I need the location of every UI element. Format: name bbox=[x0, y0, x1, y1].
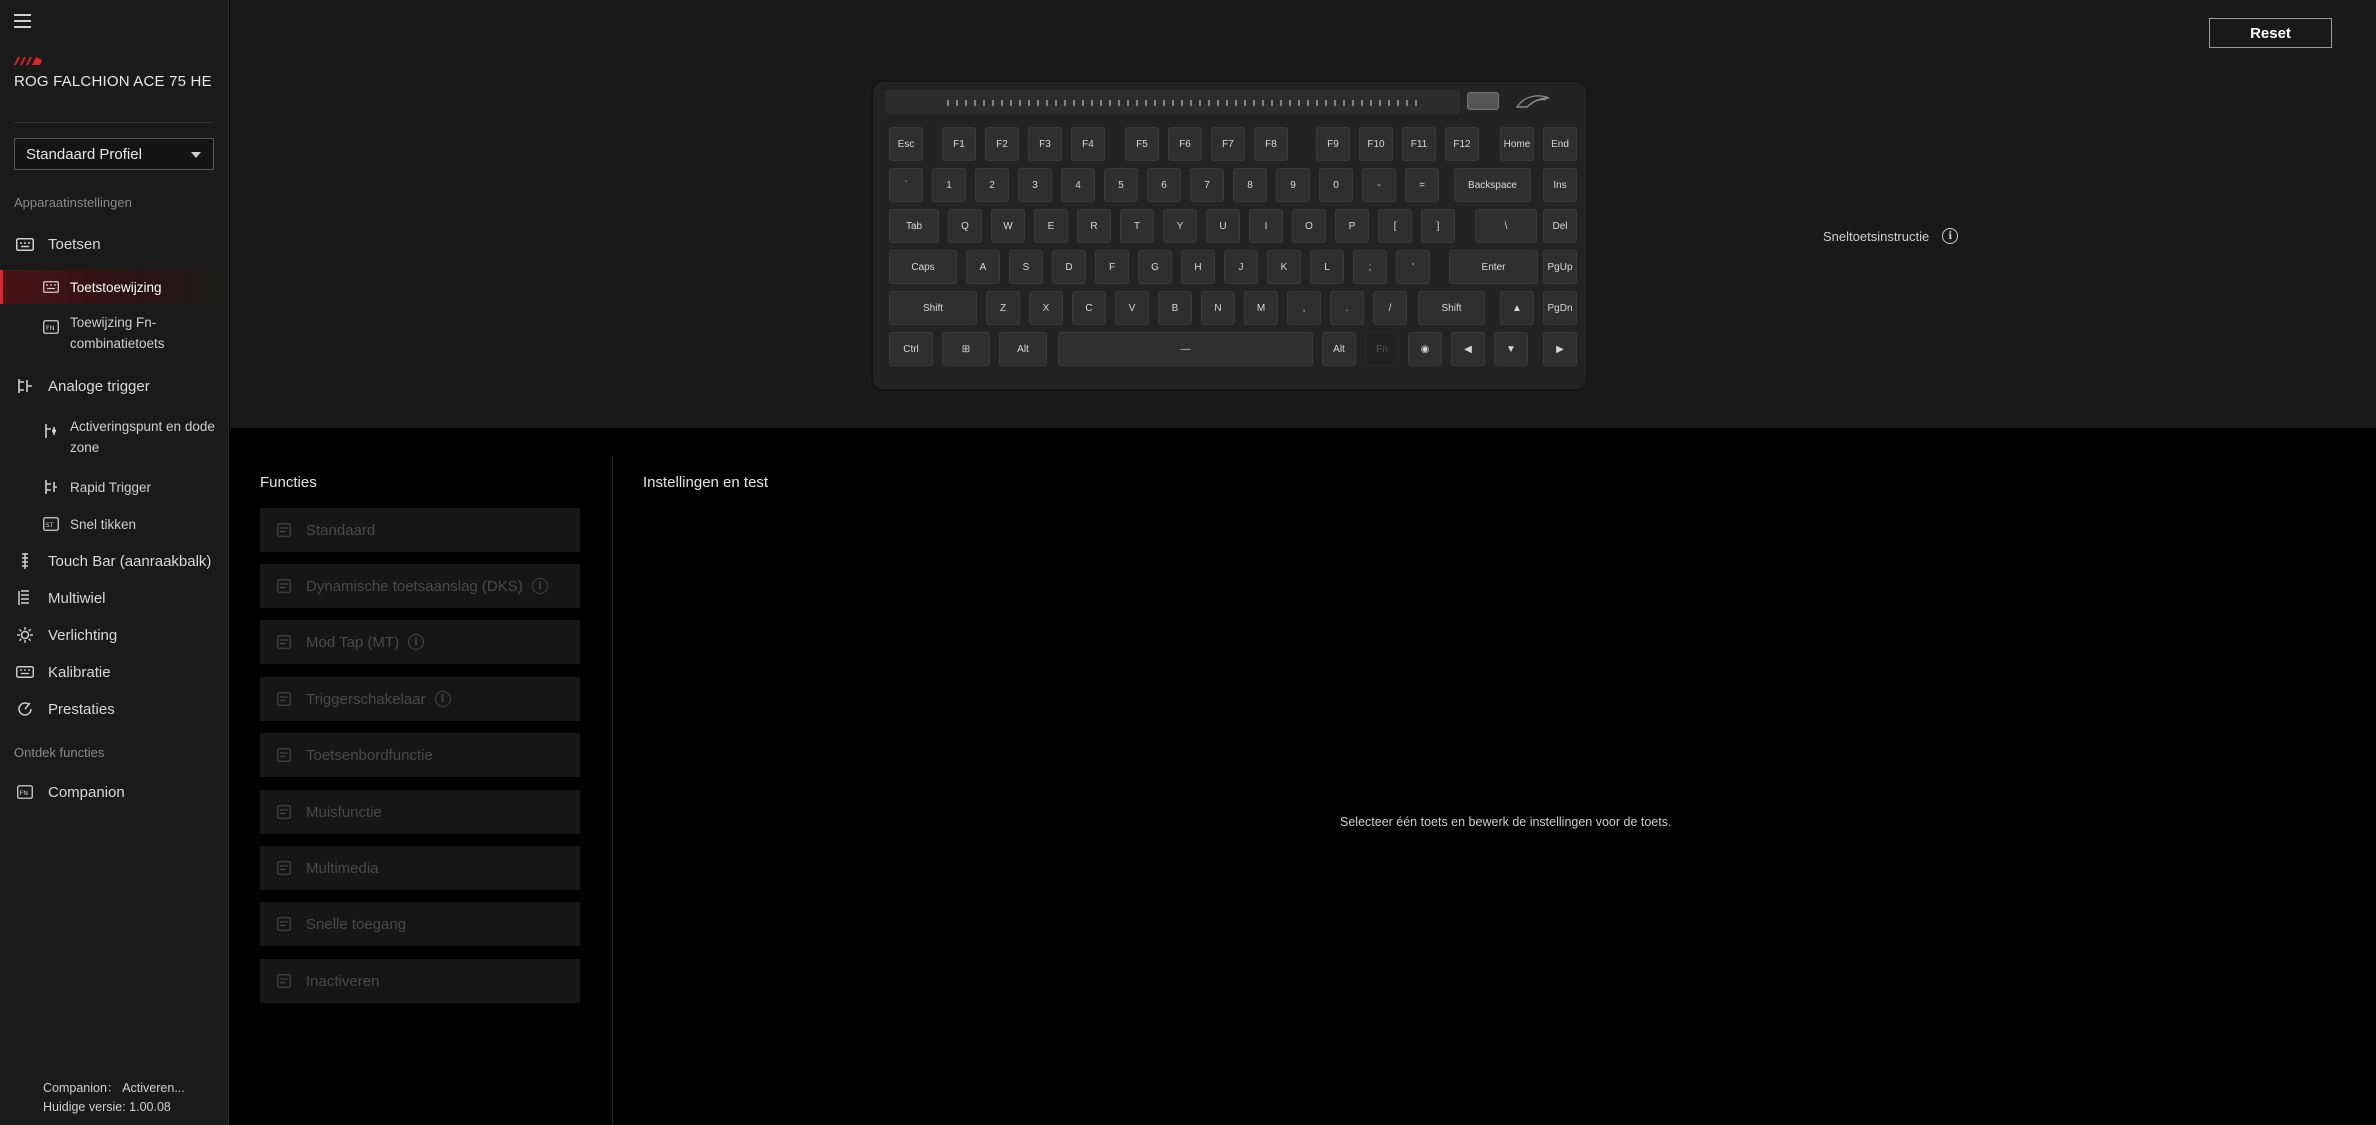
function-label: Triggerschakelaar bbox=[306, 690, 426, 708]
key[interactable]: Alt bbox=[999, 332, 1047, 366]
key[interactable]: [ bbox=[1378, 209, 1412, 243]
analog-trigger-icon bbox=[14, 377, 36, 395]
multimedia-icon bbox=[276, 860, 292, 876]
nav-item-label: Multiwiel bbox=[48, 589, 106, 607]
key[interactable]: Q bbox=[948, 209, 982, 243]
key[interactable]: 4 bbox=[1061, 168, 1095, 202]
mod-tap-icon bbox=[276, 634, 292, 650]
key[interactable]: Esc bbox=[889, 127, 923, 161]
key[interactable]: End bbox=[1543, 127, 1577, 161]
nav-item-keys[interactable] bbox=[0, 229, 228, 259]
performance-icon bbox=[14, 700, 36, 718]
nav-item-touch-bar[interactable] bbox=[0, 546, 228, 576]
key[interactable]: . bbox=[1330, 291, 1364, 325]
function-label: Inactiveren bbox=[306, 972, 380, 990]
key[interactable]: G bbox=[1138, 250, 1172, 284]
key[interactable]: 7 bbox=[1190, 168, 1224, 202]
key[interactable]: F7 bbox=[1211, 127, 1245, 161]
svg-text:FN: FN bbox=[46, 324, 55, 332]
standard-icon bbox=[276, 522, 292, 538]
key[interactable]: 9 bbox=[1276, 168, 1310, 202]
function-multimedia-button[interactable] bbox=[260, 846, 580, 890]
key[interactable]: J bbox=[1224, 250, 1258, 284]
key[interactable]: Shift bbox=[889, 291, 977, 325]
key[interactable]: 1 bbox=[932, 168, 966, 202]
key[interactable]: F4 bbox=[1071, 127, 1105, 161]
key[interactable]: Backspace bbox=[1454, 168, 1531, 202]
info-icon[interactable]: i bbox=[408, 634, 424, 650]
nav-item-label: Rapid Trigger bbox=[70, 479, 152, 495]
key[interactable]: F10 bbox=[1359, 127, 1393, 161]
profile-select[interactable] bbox=[14, 138, 214, 170]
nav-item-snap-tap[interactable] bbox=[0, 512, 228, 536]
function-mod-tap-button[interactable] bbox=[260, 620, 580, 664]
key[interactable]: ] bbox=[1421, 209, 1455, 243]
rapid-trigger-icon bbox=[42, 478, 60, 496]
settings-hint: Selecteer één toets en bewerk de instellingen voor de toets. bbox=[1340, 815, 1672, 829]
key[interactable]: ; bbox=[1353, 250, 1387, 284]
key[interactable]: 0 bbox=[1319, 168, 1353, 202]
key[interactable]: B bbox=[1158, 291, 1192, 325]
key[interactable]: — bbox=[1058, 332, 1313, 366]
sidebar bbox=[0, 0, 229, 1125]
function-disable-button[interactable] bbox=[260, 959, 580, 1003]
settings-title: Instellingen en test bbox=[643, 474, 769, 491]
key[interactable]: = bbox=[1405, 168, 1439, 202]
key[interactable]: F2 bbox=[985, 127, 1019, 161]
nav-item-key-assignment[interactable] bbox=[0, 270, 228, 304]
key[interactable]: F8 bbox=[1254, 127, 1288, 161]
snap-tap-icon bbox=[42, 515, 60, 533]
shortcut-instruction-label: Sneltoetsinstructie bbox=[1823, 228, 1930, 244]
function-mouse-button[interactable] bbox=[260, 790, 580, 834]
key[interactable]: D bbox=[1052, 250, 1086, 284]
keyboard-panel bbox=[230, 0, 2376, 428]
divider bbox=[14, 122, 214, 123]
key[interactable]: N bbox=[1201, 291, 1235, 325]
keymap-icon bbox=[42, 278, 60, 296]
key[interactable]: P bbox=[1335, 209, 1369, 243]
function-label: Dynamische toetsaanslag (DKS) bbox=[306, 577, 523, 595]
key[interactable]: 8 bbox=[1233, 168, 1267, 202]
function-label: Muisfunctie bbox=[306, 803, 382, 821]
current-version: Huidige versie: 1.00.08 bbox=[43, 1100, 171, 1114]
function-label: Mod Tap (MT) bbox=[306, 633, 400, 651]
lighting-icon bbox=[14, 626, 36, 644]
svg-text:FN: FN bbox=[19, 789, 29, 797]
column-divider bbox=[612, 456, 613, 1125]
touch-bar-icon bbox=[14, 552, 36, 570]
key[interactable]: F1 bbox=[942, 127, 976, 161]
nav-item-label: Toetsen bbox=[48, 235, 101, 253]
key[interactable]: X bbox=[1029, 291, 1063, 325]
companion-icon bbox=[14, 783, 36, 801]
nav-item-companion[interactable] bbox=[0, 777, 228, 807]
key[interactable]: Del bbox=[1543, 209, 1577, 243]
nav-item-performance[interactable] bbox=[0, 694, 228, 724]
key[interactable]: F12 bbox=[1445, 127, 1479, 161]
key[interactable]: Tab bbox=[889, 209, 939, 243]
companion-status: Companion： Activeren... bbox=[43, 1081, 185, 1095]
reset-button[interactable]: Reset bbox=[2209, 18, 2332, 48]
nav-item-label: Kalibratie bbox=[48, 663, 111, 681]
key[interactable]: R bbox=[1077, 209, 1111, 243]
key[interactable]: F3 bbox=[1028, 127, 1062, 161]
key[interactable]: V bbox=[1115, 291, 1149, 325]
nav-item-label: Snel tikken bbox=[70, 516, 137, 532]
section-label-device: Apparaatinstellingen bbox=[14, 195, 132, 210]
keyboard-icon bbox=[14, 235, 36, 253]
key[interactable]: ◀ bbox=[1451, 332, 1485, 366]
key[interactable]: Fn bbox=[1365, 332, 1399, 366]
nav-item-label: Companion bbox=[48, 783, 125, 801]
key[interactable]: A bbox=[966, 250, 1000, 284]
nav-item-multi-wheel[interactable] bbox=[0, 583, 228, 613]
keyboard-function-icon bbox=[276, 747, 292, 763]
key[interactable]: / bbox=[1373, 291, 1407, 325]
key[interactable]: ▼ bbox=[1494, 332, 1528, 366]
function-toggle-button[interactable] bbox=[260, 677, 580, 721]
keyboard-preview bbox=[873, 82, 1586, 389]
key[interactable]: ▶ bbox=[1543, 332, 1577, 366]
section-label-discover: Ontdek functies bbox=[14, 745, 105, 760]
key[interactable]: F9 bbox=[1316, 127, 1350, 161]
function-keyboard-function-button[interactable] bbox=[260, 733, 580, 777]
key[interactable]: - bbox=[1362, 168, 1396, 202]
key[interactable]: 3 bbox=[1018, 168, 1052, 202]
function-label: Snelle toegang bbox=[306, 915, 407, 933]
multi-wheel-icon bbox=[14, 589, 36, 607]
key[interactable]: Y bbox=[1163, 209, 1197, 243]
key[interactable]: I bbox=[1249, 209, 1283, 243]
function-label: Standaard bbox=[306, 521, 376, 539]
info-icon[interactable]: i bbox=[532, 578, 548, 594]
key[interactable]: L bbox=[1310, 250, 1344, 284]
key[interactable]: Shift bbox=[1418, 291, 1485, 325]
key[interactable]: , bbox=[1287, 291, 1321, 325]
disable-icon bbox=[276, 973, 292, 989]
shortcut-instruction[interactable] bbox=[1823, 228, 1958, 244]
function-quick-access-button[interactable] bbox=[260, 902, 580, 946]
nav-item-label: Touch Bar (aanraakbalk) bbox=[48, 552, 212, 570]
nav-item-lighting[interactable] bbox=[0, 620, 228, 650]
nav-item-calibration[interactable] bbox=[0, 657, 228, 687]
touch-bar-strip bbox=[885, 90, 1460, 114]
calibration-icon bbox=[14, 663, 36, 681]
rog-logo bbox=[14, 56, 44, 66]
chevron-down-icon bbox=[191, 152, 201, 158]
key[interactable]: S bbox=[1009, 250, 1043, 284]
profile-select-value: Standaard Profiel bbox=[26, 146, 142, 163]
function-dks-button[interactable] bbox=[260, 564, 580, 608]
function-label: Toetsenbordfunctie bbox=[306, 746, 433, 764]
actuation-icon bbox=[42, 422, 60, 440]
nav-item-label: Toewijzing Fn-combinatietoets bbox=[70, 315, 165, 351]
key[interactable]: U bbox=[1206, 209, 1240, 243]
key[interactable]: W bbox=[991, 209, 1025, 243]
key[interactable]: H bbox=[1181, 250, 1215, 284]
key[interactable]: 6 bbox=[1147, 168, 1181, 202]
mouse-icon bbox=[276, 804, 292, 820]
key[interactable]: ` bbox=[889, 168, 923, 202]
knob-icon bbox=[1467, 92, 1499, 110]
key[interactable]: 5 bbox=[1104, 168, 1138, 202]
key[interactable]: ⊞ bbox=[942, 332, 990, 366]
nav-item-actuation[interactable] bbox=[0, 416, 228, 460]
key[interactable]: O bbox=[1292, 209, 1326, 243]
key[interactable]: T bbox=[1120, 209, 1154, 243]
key[interactable]: Enter bbox=[1449, 250, 1538, 284]
nav-item-label: Analoge trigger bbox=[48, 377, 150, 395]
nav-item-analog-trigger[interactable] bbox=[0, 371, 228, 401]
nav-item-label: Toetstoewijzing bbox=[70, 279, 162, 295]
key[interactable]: K bbox=[1267, 250, 1301, 284]
svg-text:ST: ST bbox=[45, 521, 54, 529]
toggle-icon bbox=[276, 691, 292, 707]
nav-item-label: Activeringspunt en dode zone bbox=[70, 419, 215, 455]
quick-access-icon bbox=[276, 916, 292, 932]
key[interactable]: C bbox=[1072, 291, 1106, 325]
nav-item-label: Prestaties bbox=[48, 700, 115, 718]
key[interactable]: Z bbox=[986, 291, 1020, 325]
key[interactable]: F11 bbox=[1402, 127, 1436, 161]
nav-item-label: Verlichting bbox=[48, 626, 118, 644]
key[interactable]: Ctrl bbox=[889, 332, 933, 366]
info-icon[interactable]: i bbox=[435, 691, 451, 707]
key[interactable]: ◉ bbox=[1408, 332, 1442, 366]
function-label: Multimedia bbox=[306, 859, 379, 877]
key[interactable]: F5 bbox=[1125, 127, 1159, 161]
key[interactable]: Caps bbox=[889, 250, 957, 284]
key[interactable]: F bbox=[1095, 250, 1129, 284]
dks-icon bbox=[276, 578, 292, 594]
rog-eye-icon bbox=[1513, 92, 1553, 112]
info-icon[interactable]: i bbox=[1942, 228, 1958, 244]
key[interactable]: PgDn bbox=[1543, 291, 1577, 325]
key[interactable]: \ bbox=[1475, 209, 1537, 243]
nav-item-fn-assignment[interactable] bbox=[0, 312, 228, 356]
key[interactable]: PgUp bbox=[1543, 250, 1577, 284]
key[interactable]: Alt bbox=[1322, 332, 1356, 366]
key[interactable]: E bbox=[1034, 209, 1068, 243]
key[interactable]: F6 bbox=[1168, 127, 1202, 161]
device-name: ROG FALCHION ACE 75 HE bbox=[14, 73, 212, 90]
nav-item-rapid-trigger[interactable] bbox=[0, 475, 228, 499]
key[interactable]: ▲ bbox=[1500, 291, 1534, 325]
key[interactable]: M bbox=[1244, 291, 1278, 325]
function-standard-button[interactable] bbox=[260, 508, 580, 552]
key[interactable]: Home bbox=[1500, 127, 1534, 161]
functions-title: Functies bbox=[260, 474, 317, 491]
fn-icon bbox=[42, 318, 60, 336]
key[interactable]: ' bbox=[1396, 250, 1430, 284]
key[interactable]: 2 bbox=[975, 168, 1009, 202]
key[interactable]: Ins bbox=[1543, 168, 1577, 202]
sidebar-footer bbox=[43, 1079, 185, 1117]
menu-icon[interactable] bbox=[14, 14, 31, 28]
detail-panel bbox=[230, 428, 2376, 1125]
